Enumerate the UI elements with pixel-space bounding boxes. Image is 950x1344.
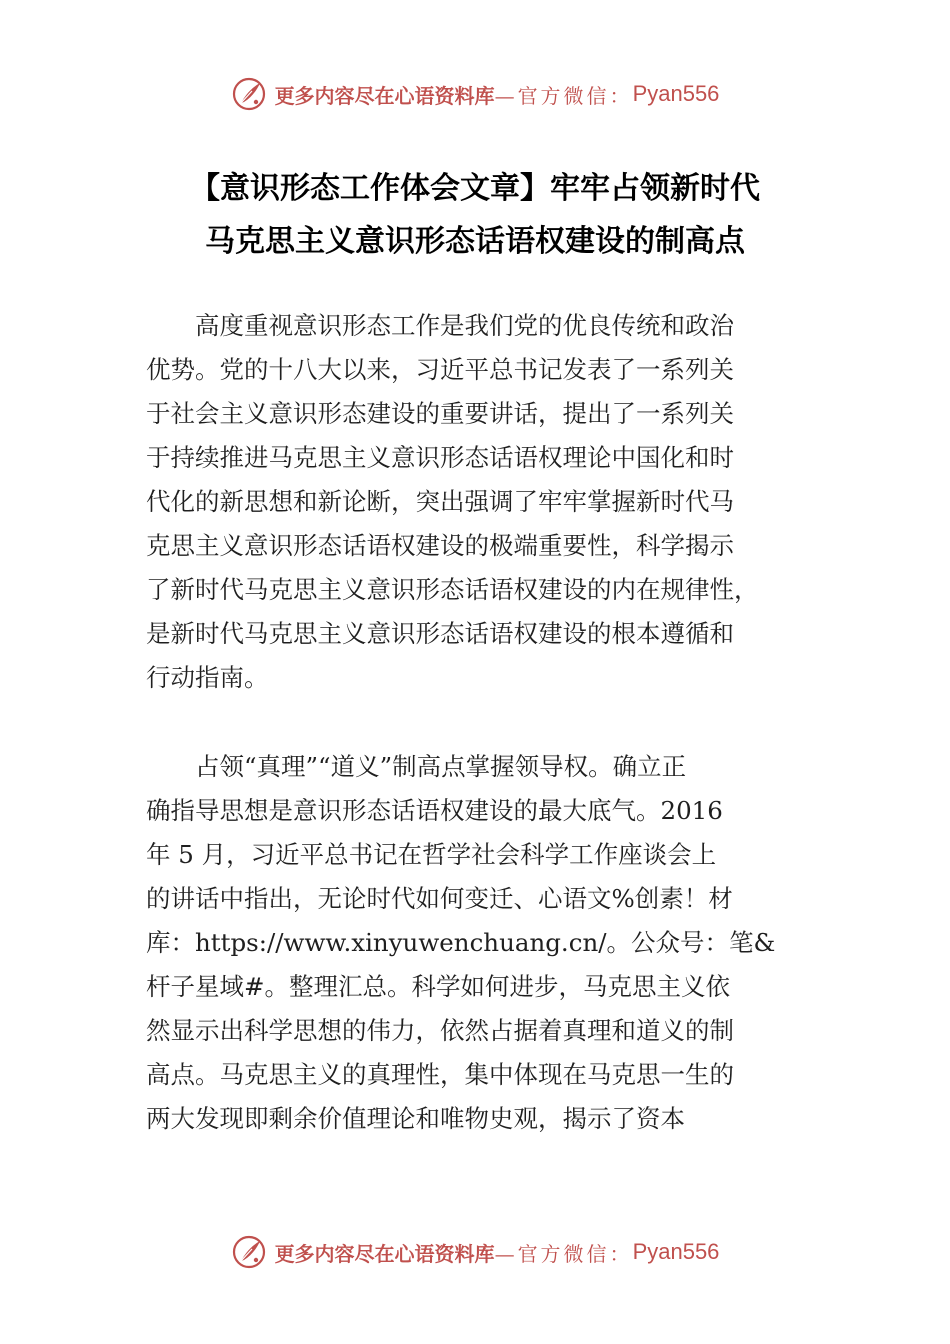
text-line: 了新时代马克思主义意识形态话语权建设的内在规律性， — [146, 575, 759, 604]
text-line: 库：https://www.xinyuwenchuang.cn/。公众号：笔& — [146, 928, 776, 957]
banner-lead-text: 更多内容尽在心语资料库 — [274, 1241, 495, 1266]
text-line: 行动指南。 — [146, 663, 269, 692]
text-line: 克思主义意识形态话语权建设的极端重要性，科学揭示 — [146, 531, 734, 560]
header-banner — [0, 72, 950, 116]
quill-pen-logo-icon — [231, 1234, 267, 1270]
text-line: 于社会主义意识形态建设的重要讲话，提出了一系列关 — [146, 399, 734, 428]
text-line: 的讲话中指出，无论时代如何变迁、心语文%创素！材 — [146, 884, 733, 913]
title-line: 马克思主义意识形态话语权建设的制高点 — [205, 224, 745, 259]
text-line: 杆子星域#。整理汇总。科学如何进步，马克思主义依 — [146, 972, 731, 1001]
text-line: 年 5 月，习近平总书记在哲学社会科学工作座谈会上 — [146, 840, 717, 869]
text-line: 高度重视意识形态工作是我们党的优良传统和政治 — [146, 311, 734, 340]
document-title — [0, 162, 950, 268]
banner-wechat-id: Pyan556 — [632, 1239, 720, 1264]
text-line: 于持续推进马克思主义意识形态话语权理论中国化和时 — [146, 443, 734, 472]
paragraph-1 — [146, 304, 816, 700]
footer-banner — [0, 1230, 950, 1274]
text-line: 占领“真理”“道义”制高点掌握领导权。确立正 — [146, 752, 687, 781]
text-line: 优势。党的十八大以来，习近平总书记发表了一系列关 — [146, 355, 734, 384]
text-line: 高点。马克思主义的真理性，集中体现在马克思一生的 — [146, 1060, 734, 1089]
title-line: 【意识形态工作体会文章】牢牢占领新时代 — [190, 171, 760, 206]
banner-lead-text: 更多内容尽在心语资料库 — [274, 83, 495, 108]
text-line: 确指导思想是意识形态话语权建设的最大底气。2016 — [146, 796, 723, 825]
text-line: 然显示出科学思想的伟力，依然占据着真理和道义的制 — [146, 1016, 734, 1045]
paragraph-2 — [146, 745, 816, 1141]
text-line: 两大发现即剩余价值理论和唯物史观，揭示了资本 — [146, 1104, 685, 1133]
banner-wechat-label: —官方微信： — [494, 83, 633, 108]
text-line: 代化的新思想和新论断，突出强调了牢牢掌握新时代马 — [146, 487, 734, 516]
text-line: 是新时代马克思主义意识形态话语权建设的根本遵循和 — [146, 619, 734, 648]
banner-wechat-label: —官方微信： — [494, 1241, 633, 1266]
banner-wechat-id: Pyan556 — [632, 81, 720, 106]
quill-pen-logo-icon — [231, 76, 267, 112]
